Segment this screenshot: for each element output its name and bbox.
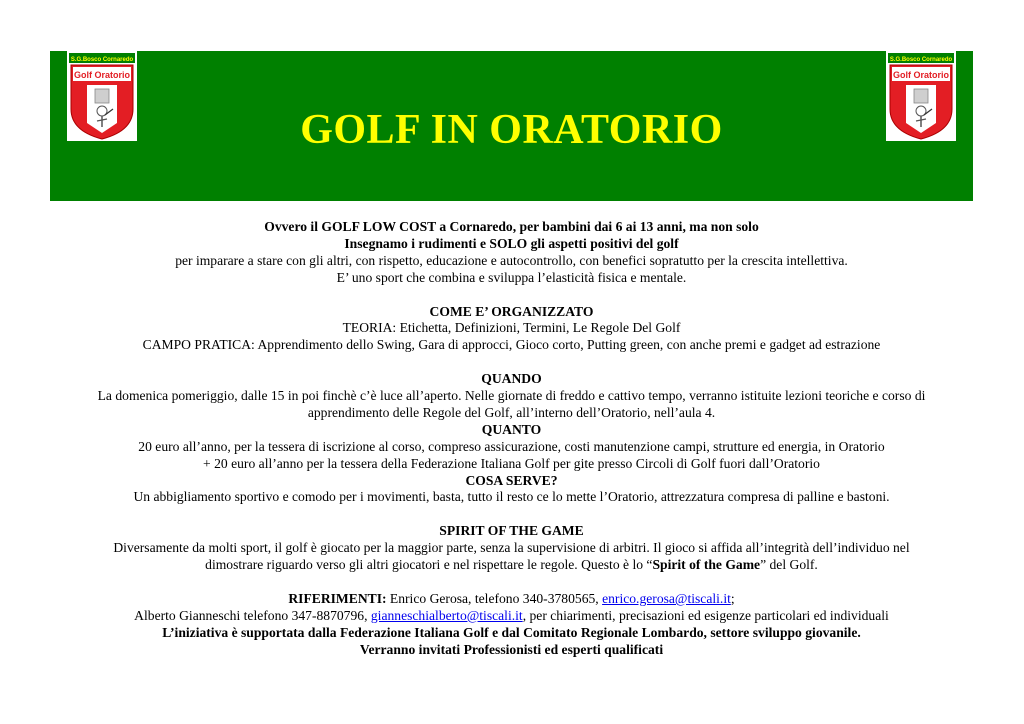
spirit-line-1: Diversamente da molti sport, il golf è giocato per la maggior parte, senza la supervisione di arbitri. Il gioco si affida all’integrità dell’individuo nel [113, 540, 910, 556]
riferimenti-line-2-end: , per chiarimenti, precisazioni ed esigenze particolari ed individuali [522, 607, 889, 623]
spirit-line-2-pre: dimostrare riguardo verso gli altri giocatori e nel rispettare le regole. Questo è lo “ [205, 557, 653, 573]
logo-top-text: S.G.Bosco Cornaredo [70, 57, 134, 63]
professionals-statement: Verranno invitati Professionisti ed esperti qualificati [359, 641, 664, 657]
quanto-line-2: + 20 euro all’anno per la tessera della Federazione Italiana Golf per gite presso Circoli di Golf fuori dall’Oratorio [203, 455, 820, 471]
logo-main-text: Golf Oratorio [74, 70, 130, 80]
section-heading-organizzato: COME E’ ORGANIZZATO [429, 303, 594, 319]
spirit-line-2 [50, 557, 973, 574]
page-title: GOLF IN ORATORIO [300, 107, 723, 153]
riferimenti-contact-1: Enrico Gerosa, telefono 340-3780565, [386, 590, 603, 606]
cosa-serve-line-1: Un abbigliamento sportivo e comodo per i movimenti, basta, tutto il resto ce lo mette l’Oratorio, attrezzatura compresa di palline e bastoni. [133, 489, 890, 505]
support-statement: L’iniziativa è supportata dalla Federazione Italiana Golf e dal Comitato Regionale Lombardo, settore sviluppo giovanile. [162, 624, 861, 640]
intro-line-3: per imparare a stare con gli altri, con rispetto, educazione e autocontrollo, con benefici sopratutto per la crescita intellettiva. [175, 252, 848, 268]
riferimenti-contact-2: Alberto Gianneschi telefono 347-8870796, [134, 607, 371, 623]
spirit-line-2-post: ” del Golf. [760, 557, 818, 573]
header-banner [50, 51, 973, 201]
intro-line-4: E’ uno sport che combina e sviluppa l’elasticità fisica e mentale. [336, 269, 687, 285]
intro-line-1: Ovvero il GOLF LOW COST a Cornaredo, per bambini dai 6 ai 13 anni, ma non solo [264, 219, 759, 234]
section-heading-spirit: SPIRIT OF THE GAME [439, 523, 584, 539]
spirit-of-the-game-bold: Spirit of the Game [652, 557, 761, 573]
email-link-alberto[interactable]: gianneschialberto@tiscali.it [370, 607, 523, 623]
section-heading-cosa-serve: COSA SERVE? [465, 472, 558, 488]
logo-top-text: S.G.Bosco Cornaredo [889, 57, 953, 63]
organizzato-line-1: TEORIA: Etichetta, Definizioni, Termini, Le Regole Del Golf [342, 320, 681, 336]
section-heading-quanto: QUANTO [481, 421, 542, 437]
email-link-enrico[interactable]: enrico.gerosa@tiscali.it [602, 590, 731, 606]
riferimenti-line-2 [50, 608, 973, 625]
riferimenti-label: RIFERIMENTI: [288, 590, 387, 606]
section-heading-quando: QUANDO [481, 371, 542, 387]
riferimenti-line-1 [50, 591, 973, 608]
organizzato-line-2: CAMPO PRATICA: Apprendimento dello Swing, Gara di approcci, Gioco corto, Putting green, con anche premi e gadget ad estrazione [142, 337, 881, 353]
document-body [50, 219, 973, 659]
intro-line-2: Insegnamo i rudimenti e SOLO gli aspetti positivi del golf [344, 235, 679, 251]
quanto-line-1: 20 euro all’anno, per la tessera di iscrizione al corso, compreso assicurazione, costi manutenzione campi, strutture ed energia, in Oratorio [138, 438, 885, 454]
logo-main-text: Golf Oratorio [893, 70, 949, 80]
quando-line-1: La domenica pomeriggio, dalle 15 in poi finchè c’è luce all’aperto. Nelle giornate di freddo e cattivo tempo, verranno istituite lezioni teoriche e corso di [97, 388, 926, 404]
quando-line-2: apprendimento delle Regole del Golf, all’interno dell’Oratorio, nell’aula 4. [307, 404, 716, 420]
riferimenti-line-1-end: ; [730, 590, 735, 606]
